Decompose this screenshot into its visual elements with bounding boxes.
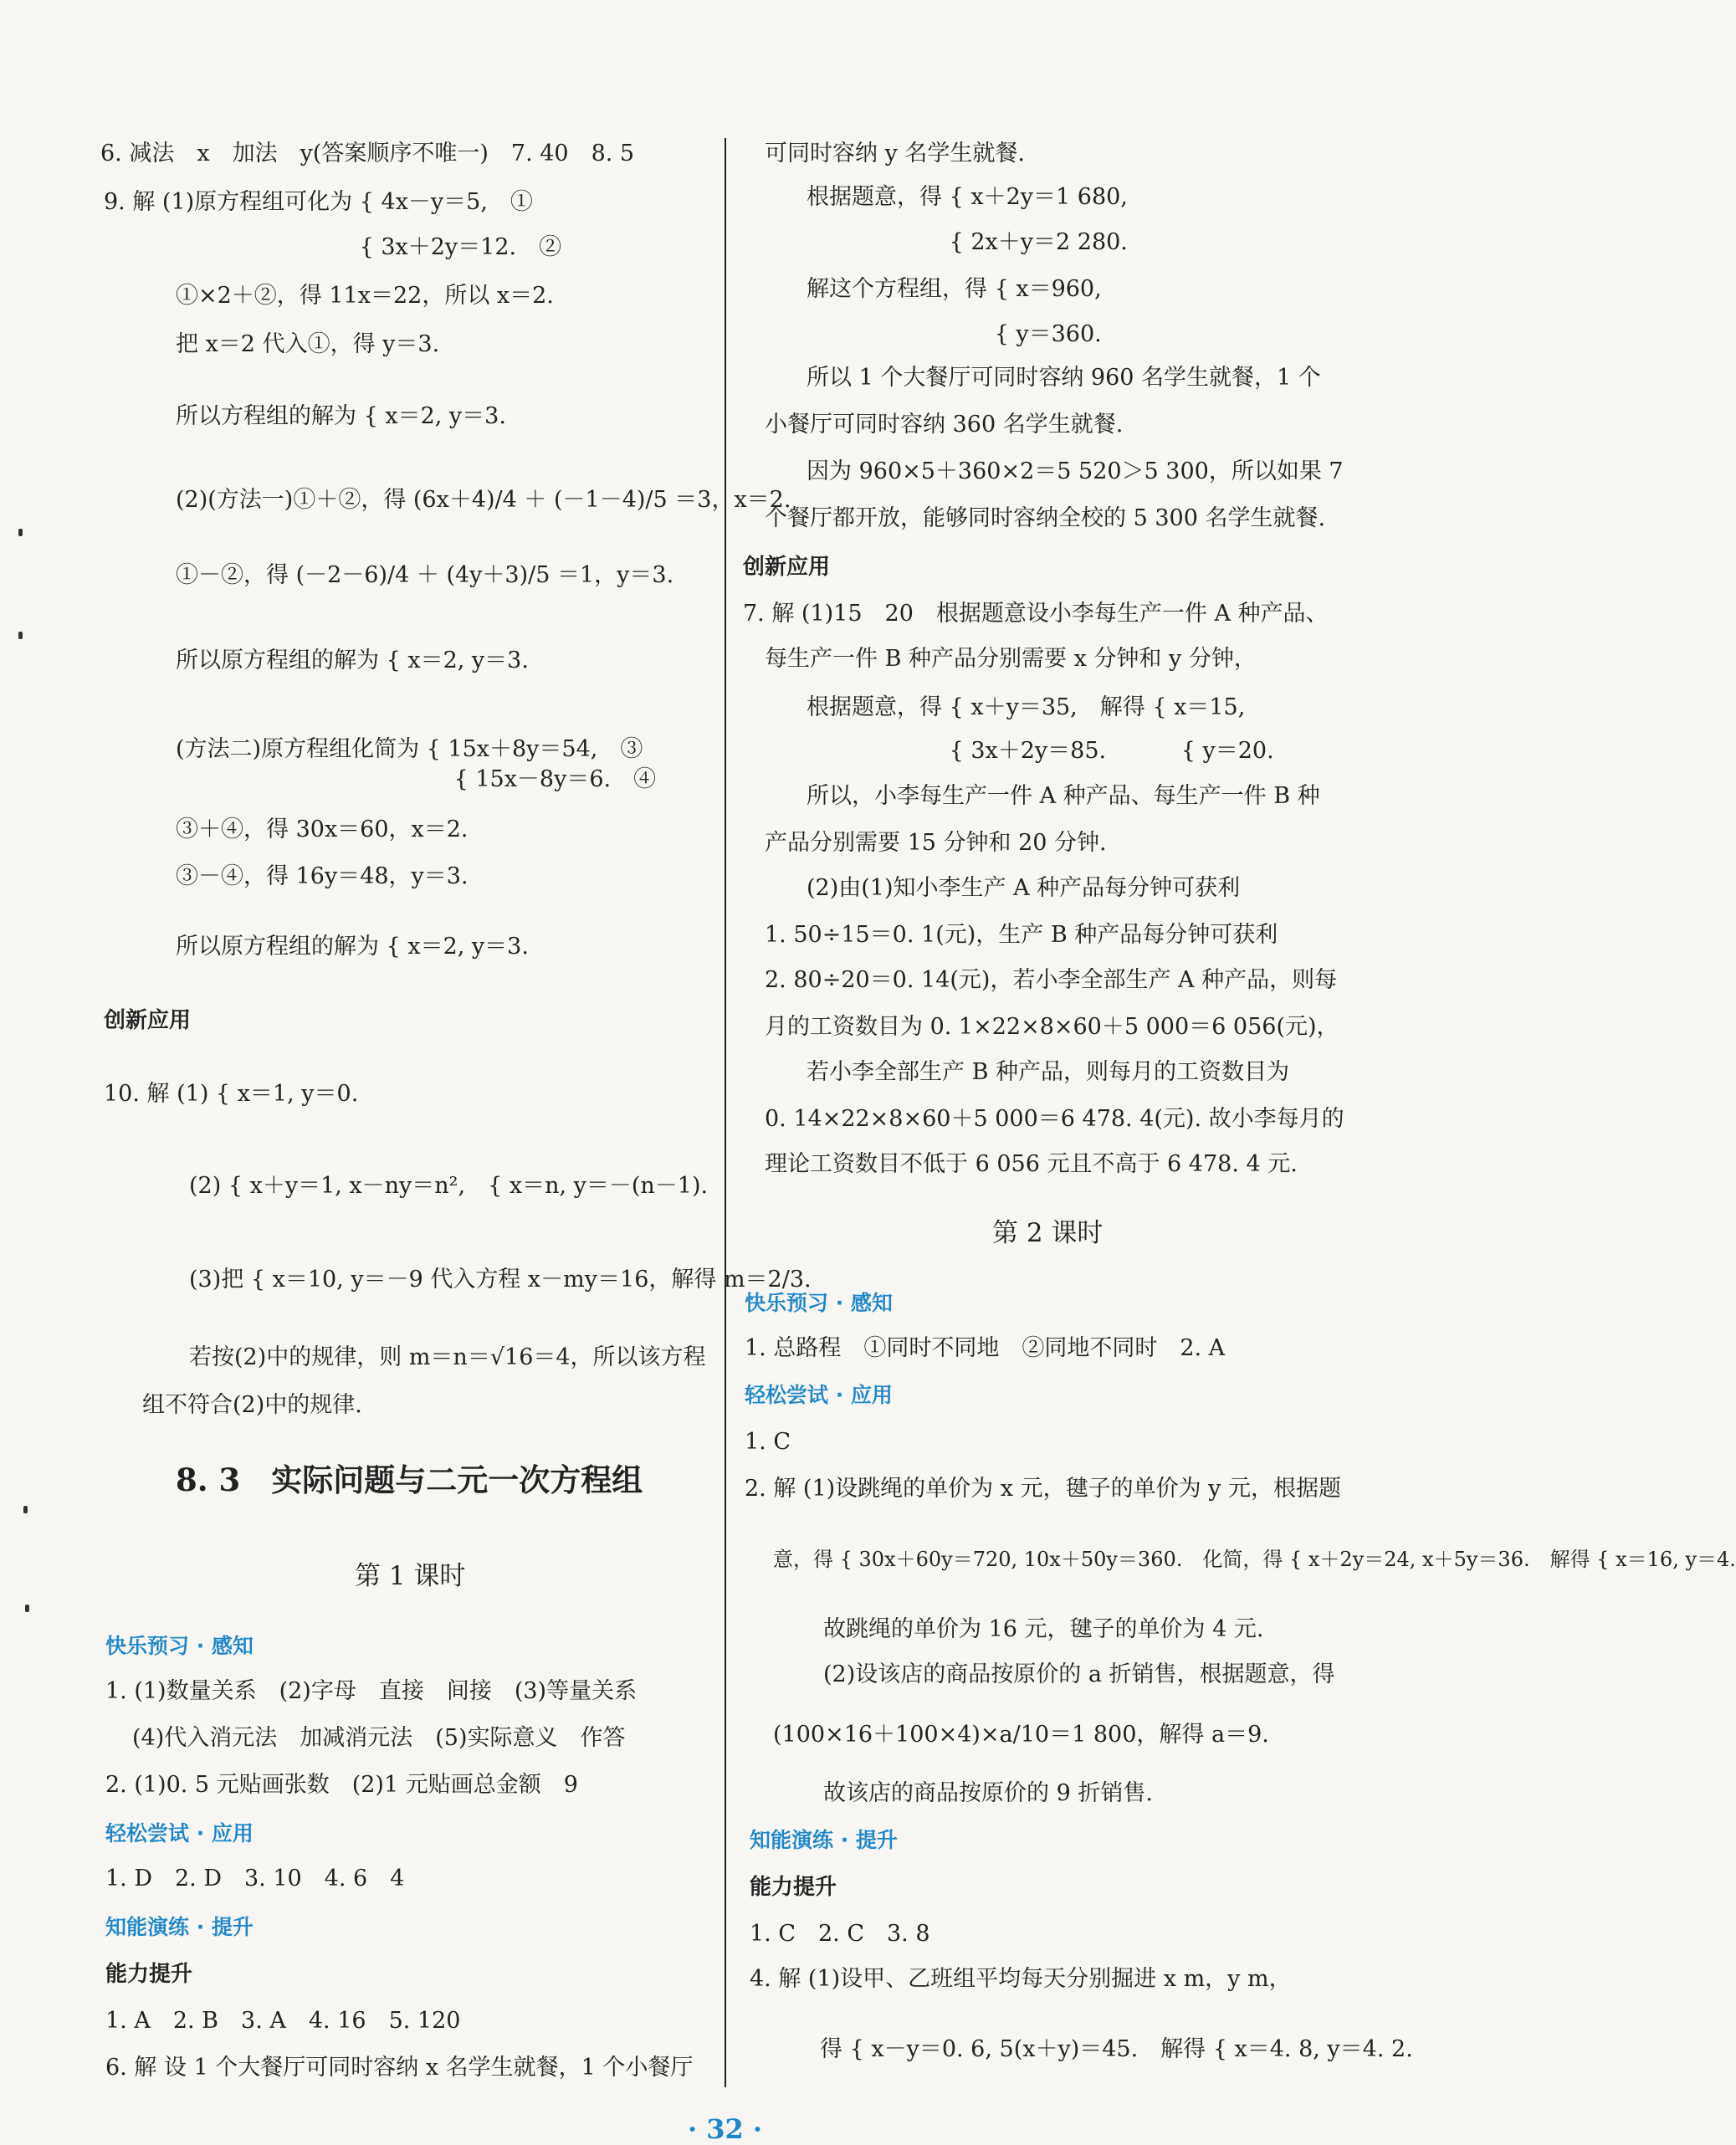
section-tag: 快乐预习 · 感知 (745, 1291, 893, 1315)
page-number: · 32 · (687, 2113, 763, 2145)
answer-line: 根据题意，得 { x＋y＝35, 解得 { x＝15, (807, 694, 1246, 720)
answer-line: 个餐厅都开放，能够同时容纳全校的 5 300 名学生就餐. (765, 505, 1326, 531)
chapter-title: 8. 3 实际问题与二元一次方程组 (176, 1462, 643, 1498)
answer-line: 2. 80÷20＝0. 14(元)，若小李全部生产 A 种产品，则每 (765, 967, 1338, 993)
answer-line: 1. 50÷15＝0. 1(元)，生产 B 种产品每分钟可获利 (765, 922, 1278, 948)
section-heading: 能力提升 (750, 1875, 837, 1900)
answer-line: 月的工资数目为 0. 1×22×8×60＋5 000＝6 056(元)， (765, 1014, 1339, 1040)
answer-line: 因为 960×5＋360×2＝5 520＞5 300，所以如果 7 (807, 458, 1344, 484)
answer-line: 6. 解 设 1 个大餐厅可同时容纳 x 名学生就餐，1 个小餐厅 (105, 2055, 694, 2081)
answer-line: { 3x＋2y＝85. { y＝20. (807, 738, 1274, 764)
answer-line: 10. 解 (1) { x＝1, y＝0. (104, 1081, 359, 1107)
section-tag: 轻松尝试 · 应用 (745, 1383, 893, 1407)
answer-line: 故跳绳的单价为 16 元，毽子的单价为 4 元. (823, 1616, 1264, 1642)
answer-line: { 2x＋y＝2 280. (807, 229, 1128, 255)
answer-line: ①×2＋②，得 11x＝22，所以 x＝2. (176, 283, 554, 309)
answer-line: ③＋④，得 30x＝60，x＝2. (176, 817, 469, 842)
answer-line: 1. C 2. C 3. 8 (750, 1921, 930, 1947)
answer-line: { y＝360. (807, 321, 1102, 347)
answer-line: (100×16＋100×4)×a/10＝1 800，解得 a＝9. (773, 1722, 1269, 1748)
answer-line: 2. (1)0. 5 元贴画张数 (2)1 元贴画总金额 9 (105, 1772, 578, 1798)
section-heading: 创新应用 (743, 555, 831, 580)
section-heading: 能力提升 (105, 1962, 193, 1987)
section-tag: 知能演练 · 提升 (750, 1828, 898, 1852)
section-tag: 知能演练 · 提升 (105, 1915, 253, 1939)
margin-mark (23, 1506, 28, 1513)
answer-line: 可同时容纳 y 名学生就餐. (765, 141, 1026, 166)
answer-line: 所以 1 个大餐厅可同时容纳 960 名学生就餐，1 个 (807, 365, 1321, 391)
margin-mark (18, 632, 23, 639)
answer-line: (2)设该店的商品按原价的 a 折销售，根据题意，得 (823, 1661, 1335, 1687)
answer-line: ③－④，得 16y＝48，y＝3. (176, 863, 469, 889)
answer-line: ①－②，得 (－2－6)/4 ＋ (4y＋3)/5 ＝1，y＝3. (176, 562, 674, 588)
answer-line: 所以原方程组的解为 { x＝2, y＝3. (176, 934, 529, 960)
answer-line: 所以原方程组的解为 { x＝2, y＝3. (176, 648, 529, 673)
answer-line: 故该店的商品按原价的 9 折销售. (823, 1780, 1153, 1806)
answer-line: 组不符合(2)中的规律. (142, 1392, 362, 1418)
answer-line: 1. 总路程 ①同时不同地 ②同地不同时 2. A (745, 1335, 1226, 1361)
answer-line: (2) { x＋y＝1, x－ny＝n², { x＝n, y＝－(n－1). (189, 1173, 709, 1199)
lesson-title: 第 1 课时 (355, 1561, 466, 1591)
answer-line: 所以，小李每生产一件 A 种产品、每生产一件 B 种 (807, 783, 1320, 809)
answer-line: { 15x－8y＝6. ④ (176, 766, 657, 792)
answer-line: (3)把 { x＝10, y＝－9 代入方程 x－my＝16，解得 m＝2/3. (189, 1267, 812, 1293)
answer-line: 2. 解 (1)设跳绳的单价为 x 元，毽子的单价为 y 元，根据题 (745, 1476, 1341, 1502)
answer-line: 若按(2)中的规律，则 m＝n＝√16＝4，所以该方程 (189, 1344, 706, 1370)
answer-line: 1. C (745, 1429, 791, 1455)
answer-line: 6. 减法 x 加法 y(答案顺序不唯一) 7. 40 8. 5 (100, 141, 635, 166)
answer-line: 若小李全部生产 B 种产品，则每月的工资数目为 (807, 1059, 1290, 1085)
section-tag: 轻松尝试 · 应用 (105, 1821, 253, 1846)
answer-line: 1. (1)数量关系 (2)字母 直接 间接 (3)等量关系 (105, 1678, 638, 1704)
answer-line: 得 { x－y＝0. 6, 5(x＋y)＝45. 解得 { x＝4. 8, y＝4. 2. (820, 2036, 1413, 2062)
answer-line: (2)(方法一)①＋②，得 (6x＋4)/4 ＋ (－1－4)/5 ＝3，x＝2. (176, 487, 791, 513)
answer-line: 理论工资数目不低于 6 056 元且不高于 6 478. 4 元. (765, 1151, 1298, 1177)
section-heading: 创新应用 (104, 1008, 192, 1033)
answer-line: 4. 解 (1)设甲、乙班组平均每天分别掘进 x m，y m， (750, 1966, 1292, 1992)
answer-line: 7. 解 (1)15 20 根据题意设小李每生产一件 A 种产品、 (743, 601, 1329, 627)
answer-line: 根据题意，得 { x＋2y＝1 680, (807, 184, 1128, 210)
answer-line: (2)由(1)知小李生产 A 种产品每分钟可获利 (807, 875, 1241, 901)
answer-line: (4)代入消元法 加减消元法 (5)实际意义 作答 (132, 1725, 626, 1751)
answer-line: 把 x＝2 代入①，得 y＝3. (176, 331, 440, 357)
answer-line: 0. 14×22×8×60＋5 000＝6 478. 4(元). 故小李每月的 (765, 1106, 1344, 1132)
section-tag: 快乐预习 · 感知 (105, 1634, 253, 1658)
margin-mark (18, 529, 23, 536)
answer-line: (方法二)原方程组化简为 { 15x＋8y＝54, ③ (176, 736, 643, 762)
lesson-title: 第 2 课时 (992, 1218, 1104, 1248)
answer-line: 1. A 2. B 3. A 4. 16 5. 120 (105, 2008, 461, 2034)
answer-line: 意，得 { 30x＋60y＝720, 10x＋50y＝360. 化简，得 { x＋2y＝24, x＋5y＝36. 解得 { x＝16, y＝4. (773, 1548, 1736, 1571)
answer-line: 小餐厅可同时容纳 360 名学生就餐. (765, 412, 1124, 438)
column-divider (725, 138, 726, 2087)
answer-line: 1. D 2. D 3. 10 4. 6 4 (105, 1866, 405, 1892)
answer-line: 解这个方程组，得 { x＝960, (807, 276, 1102, 302)
margin-mark (25, 1605, 29, 1612)
answer-line: 每生产一件 B 种产品分别需要 x 分钟和 y 分钟， (765, 646, 1257, 672)
answer-line: 产品分别需要 15 分钟和 20 分钟. (765, 830, 1107, 856)
answer-line: 9. 解 (1)原方程组可化为 { 4x－y＝5, ① (104, 189, 533, 215)
answer-line: 所以方程组的解为 { x＝2, y＝3. (176, 403, 506, 429)
answer-line: { 3x＋2y＝12. ② (104, 234, 562, 260)
